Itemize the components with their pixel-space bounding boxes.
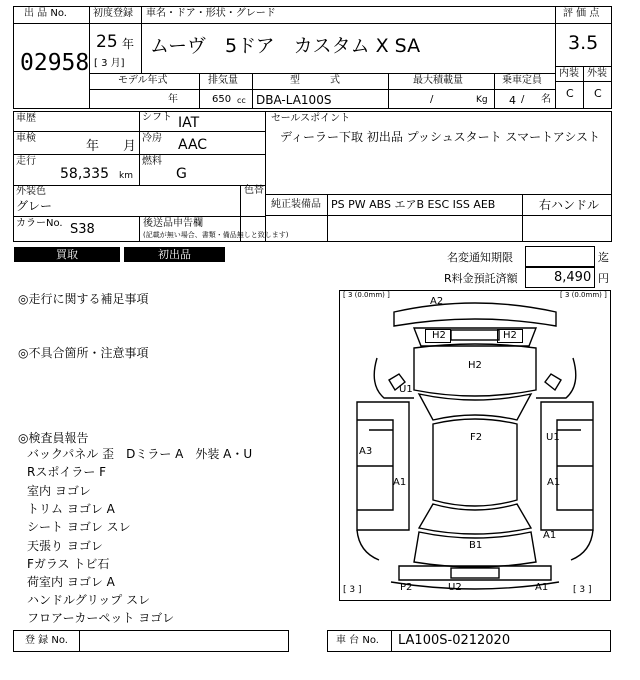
model-year-label: モデル年式 [118, 75, 168, 86]
mileage: 58,335 [60, 166, 109, 182]
max-load-unit: Kg [476, 95, 488, 105]
mark-u1-left: U1 [399, 384, 413, 395]
sales-point-label: セールスポイント [271, 113, 351, 124]
interior-grade: C [566, 87, 574, 100]
equipment: PS PW ABS エアB ESC ISS AEB [331, 198, 496, 211]
mark-a1-bottom: A1 [535, 582, 549, 593]
post-registration-note: (記載が無い場合、書類・備品無しと致します) [143, 231, 289, 239]
inspector-line: フロアーカーペット ヨゴレ [27, 611, 175, 625]
recycle-amount: 8,490 [554, 270, 592, 285]
registration-number-label: 登 録 No. [25, 635, 68, 646]
inspector-line: Fガラス トビ石 [27, 557, 110, 571]
mark-p2: P2 [400, 582, 413, 593]
inspector-line: シート ヨゴレ スレ [27, 520, 131, 534]
driving-notes-heading: ◎走行に関する補足事項 [18, 292, 149, 306]
mark-f2: F2 [470, 432, 483, 443]
exterior-grade: C [594, 87, 602, 100]
recycle-label: R料金預託済額 [444, 272, 518, 285]
inspector-line: 天張り ヨゴレ [27, 539, 103, 553]
max-load-slash: / [430, 94, 434, 105]
score-label: 評 価 点 [563, 8, 600, 19]
mark-h2-roof: H2 [468, 360, 482, 371]
mark-h2-left: H2 [432, 330, 446, 341]
exterior-grade-label: 外装 [587, 68, 607, 79]
tire-rear-right: [ 3 ] [573, 585, 592, 595]
chassis-number: LA100S-0212020 [398, 633, 511, 648]
shift-label: シフト [142, 112, 172, 123]
interior-grade-label: 内装 [559, 68, 579, 79]
mark-a2: A2 [430, 296, 444, 307]
mileage-label: 走行 [16, 156, 36, 167]
type-code: DBA-LA100S [256, 93, 332, 107]
ext-color-label: 外装色 [16, 186, 46, 197]
lot-number-label: 出 品 No. [24, 8, 67, 19]
name-change-label: 名変通知期限 [447, 251, 513, 264]
model-year-unit: 年 [168, 94, 178, 105]
chassis-number-label: 車 台 No. [336, 635, 379, 646]
capacity-slash: / [521, 94, 525, 105]
mark-a1-right: A1 [547, 477, 561, 488]
inspector-line: 荷室内 ヨゴレ A [27, 575, 115, 589]
mark-a1-left: A1 [393, 477, 407, 488]
displacement-unit: cc [237, 96, 246, 105]
first-listing-badge: 初出品 [124, 247, 225, 262]
mark-u2: U2 [448, 582, 462, 593]
fuel-label: 燃料 [142, 156, 162, 167]
buy-badge: 買取 [14, 247, 120, 262]
inspector-line: バックパネル 歪 Dミラー A 外装 A・U [27, 447, 253, 461]
mark-b1: B1 [469, 540, 483, 551]
inspector-report-heading: ◎検査員報告 [18, 431, 89, 445]
ext-color: グレー [16, 199, 53, 213]
post-registration-label: 後送品申告欄 [143, 218, 203, 229]
fuel: G [176, 166, 187, 182]
ac: AAC [178, 137, 208, 153]
tire-front-left: [ 3 (0.0mm) ] [343, 291, 390, 299]
mileage-unit: km [119, 171, 133, 181]
equipment-label: 純正装備品 [271, 199, 321, 210]
mark-a3: A3 [359, 446, 373, 457]
defect-notes-heading: ◎不具合箇所・注意事項 [18, 346, 149, 360]
sales-point: ディーラー下取 初出品 プッシュスタート スマートアシスト [280, 130, 600, 144]
inspector-line: ハンドルグリップ スレ [27, 593, 151, 607]
registration-year-unit: 年 [122, 37, 135, 51]
tire-rear-left: [ 3 ] [343, 585, 362, 595]
name-change-box [525, 246, 595, 267]
car-diagram [339, 290, 611, 601]
lot-number: 02958 [20, 50, 90, 76]
first-registration-label: 初度登録 [93, 8, 133, 19]
history-label: 車歴 [16, 113, 36, 124]
color-number-label: カラーNo. [16, 218, 63, 229]
color-number: S38 [70, 222, 95, 237]
inspector-line: トリム ヨゴレ A [27, 502, 115, 516]
capacity: 4 [509, 94, 516, 107]
inspector-line: Rスポイラー F [27, 465, 107, 479]
mark-a1-rear: A1 [543, 530, 557, 541]
ac-label: 冷房 [142, 133, 162, 144]
registration-month: [ 3 月] [94, 58, 125, 69]
recycle-unit: 円 [598, 272, 609, 285]
displacement-label: 排気量 [208, 75, 238, 86]
car-name: ムーヴ 5ドア カスタム X SA [150, 35, 421, 57]
displacement: 650 [212, 94, 232, 105]
shift: IAT [178, 115, 200, 131]
capacity-label: 乗車定員 [502, 75, 542, 86]
capacity-unit: 名 [541, 94, 551, 105]
name-change-unit: 迄 [598, 251, 609, 264]
mark-u1-right: U1 [546, 432, 560, 443]
steering: 右ハンドル [539, 198, 600, 212]
score-value: 3.5 [568, 32, 599, 54]
car-name-label: 車名・ドア・形状・グレード [146, 8, 276, 19]
inspector-line: 室内 ヨゴレ [27, 484, 91, 498]
equipment-blank-row [265, 215, 612, 242]
max-load-label: 最大積載量 [413, 75, 463, 86]
inspection-year-unit: 年 [86, 139, 100, 154]
tire-front-right: [ 3 (0.0mm) ] [560, 291, 607, 299]
inspection-label: 車検 [16, 133, 36, 144]
mark-h2-right: H2 [503, 330, 517, 341]
type-label: 型 式 [290, 75, 340, 86]
inspection-month-unit: 月 [123, 139, 137, 154]
recolor-label: 色替 [244, 185, 264, 196]
registration-year: 25 [96, 32, 118, 52]
